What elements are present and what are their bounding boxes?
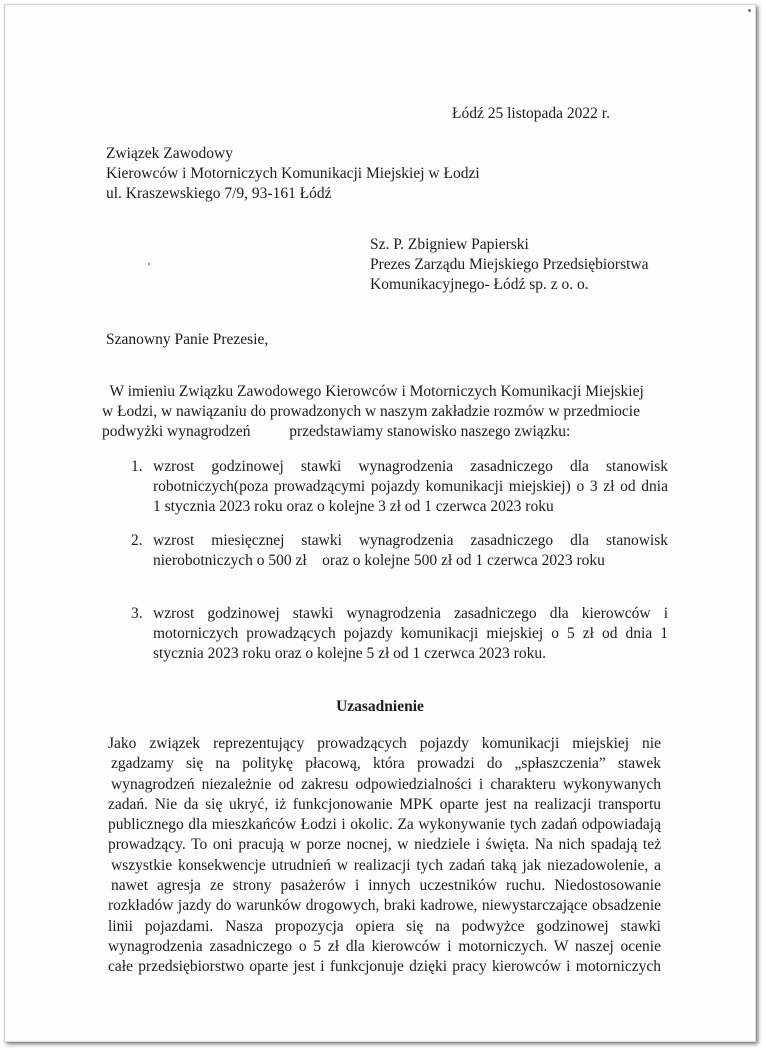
demand-line: wzrost godzinowej stawki wynagrodzenia zasadniczego dla kierowców i: [153, 605, 668, 622]
intro-paragraph: [102, 382, 672, 442]
sender-line: ul. Kraszewskiego 7/9, 93-161 Łódź: [106, 185, 332, 202]
letter-page: [4, 4, 756, 1042]
demand-line: 1 stycznia 2023 roku oraz o kolejne 3 zł od 1 czerwca 2023 roku: [153, 498, 554, 515]
justification-line: wynagrodzenia zasadniczego o 5 zł dla kierowców i motorniczych. W naszej ocenie: [108, 937, 661, 955]
demand-line: wzrost miesięcznej stawki wynagrodzenia zasadniczego dla stanowisk: [153, 532, 668, 549]
greeting: Szanowny Panie Prezesie,: [106, 331, 269, 348]
justification-line: całe przedsiębiorstwo oparte jest i funkcjonuje dzięki pracy kierowców i motorniczych: [108, 958, 661, 976]
scan-speck: [148, 263, 150, 265]
justification-line: nawet agresja ze strony pasażerów i innych uczestników ruchu. Niedostosowanie: [111, 877, 661, 895]
justification-line: linii pojazdami. Nasza propozycja opiera się na podwyżce godzinowej stawki: [108, 917, 661, 935]
letter-date: Łódź 25 listopada 2022 r.: [452, 105, 610, 122]
sender-line: Kierowców i Motorniczych Komunikacji Miejskiej w Łodzi: [106, 165, 480, 182]
demand-line: nierobotniczych o 500 zł oraz o kolejne 500 zł od 1 czerwca 2023 roku: [153, 552, 605, 569]
scan-speck: [748, 9, 751, 12]
demand-line: stycznia 2023 roku oraz o kolejne 5 zł od 1 czerwca 2023 roku.: [153, 645, 546, 662]
justification-paragraph: [108, 734, 661, 978]
sender-address: [106, 144, 480, 204]
intro-line: W imieniu Związku Zawodowego Kierowców i Motorniczych Komunikacji Miejskiej: [102, 383, 644, 400]
demand-line: wzrost godzinowej stawki wynagrodzenia zasadniczego dla stanowisk: [153, 458, 668, 475]
recipient-line: Sz. P. Zbigniew Papierski: [370, 236, 529, 253]
justification-line: rozkładów jazdy do warunków drogowych, braki kadrowe, niewystarczające obsadzenie: [108, 897, 661, 915]
demand-text: [153, 604, 668, 664]
recipient-line: Prezes Zarządu Miejskiego Przedsiębiorstwa: [370, 256, 649, 273]
intro-line: w Łodzi, w nawiązaniu do prowadzonych w naszym zakładzie rozmów w przedmiocie: [102, 403, 640, 420]
demand-line: motorniczych prowadzących pojazdy komunikacji miejskiej o 5 zł od dnia 1: [153, 625, 668, 642]
justification-line: wszystkie konsekwencje utrudnień w realizacji tych zadań taką jak niezadowolenie, a: [111, 856, 661, 874]
justification-line: prowadzący. To oni pracują w porze nocnej, w niedziele i święta. Na nich spadają też: [108, 836, 661, 854]
justification-line: publicznego dla mieszkańców Łodzi i okolic. Za wykonywanie tych zadań odpowiadają: [108, 816, 661, 834]
sender-line: Związek Zawodowy: [106, 145, 233, 162]
demand-text: [153, 457, 668, 517]
section-heading: Uzasadnienie: [336, 698, 424, 715]
justification-line: Jako związek reprezentujący prowadzących pojazdy komunikacji miejskiej nie: [108, 735, 661, 752]
demand-number: 2.: [131, 532, 143, 549]
recipient-address: [370, 235, 648, 295]
demand-line: robotniczych(poza prowadzącymi pojazdy komunikacji miejskiej) o 3 zł od dnia: [153, 478, 668, 495]
demand-number: 1.: [131, 458, 143, 475]
demand-number: 3.: [131, 605, 143, 622]
justification-line: zadań. Nie da się ukryć, iż funkcjonowanie MPK oparte jest na realizacji transportu: [108, 795, 661, 813]
intro-line: podwyżki wynagrodzeń przedstawiamy stanowisko naszego związku:: [102, 423, 571, 440]
demand-text: [153, 531, 668, 571]
justification-line: zgadzamy się na politykę płacową, która prowadzi do „spłaszczenia” stawek: [111, 755, 661, 773]
recipient-line: Komunikacyjnego- Łódź sp. z o. o.: [370, 276, 589, 293]
justification-line: wynagrodzeń niezależnie od zakresu odpowiedzialności i charakteru wykonywanych: [111, 775, 661, 793]
